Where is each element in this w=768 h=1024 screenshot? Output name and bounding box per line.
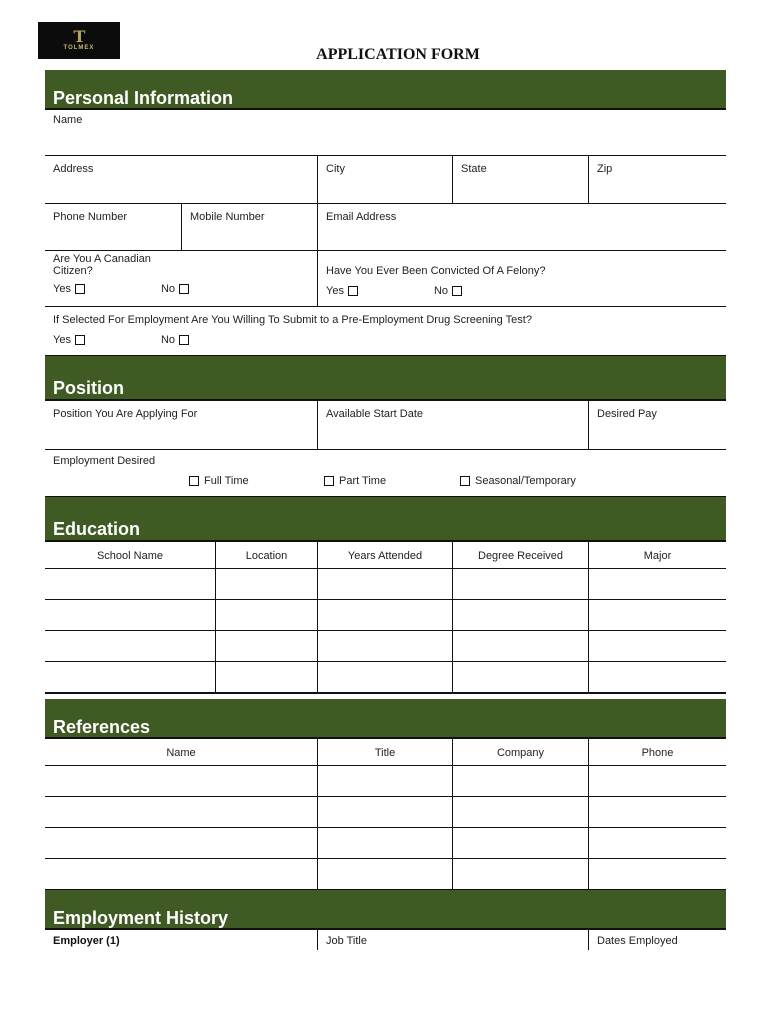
logo-mark: T [73, 27, 85, 46]
table-row [45, 569, 726, 600]
table-row [45, 766, 726, 797]
felony-yes-label: Yes [326, 285, 344, 297]
zip-field[interactable] [588, 156, 726, 203]
drug-test-row [45, 307, 726, 355]
address-field[interactable] [45, 156, 317, 203]
table-cell[interactable] [452, 828, 588, 858]
table-cell[interactable] [452, 797, 588, 827]
table-cell[interactable] [45, 828, 317, 858]
position-row [45, 401, 726, 450]
felony-no-checkbox[interactable] [452, 286, 462, 296]
table-cell[interactable] [215, 631, 317, 661]
table-cell[interactable] [588, 797, 726, 827]
drug-yes-checkbox[interactable] [75, 335, 85, 345]
table-cell[interactable] [45, 600, 215, 630]
table-cell[interactable] [45, 797, 317, 827]
table-cell[interactable] [45, 859, 317, 889]
option-full-time[interactable] [189, 475, 249, 487]
city-field[interactable] [317, 156, 452, 203]
address-label: Address [53, 163, 94, 175]
table-cell[interactable] [45, 569, 215, 599]
table-cell[interactable] [452, 569, 588, 599]
seasonal-label: Seasonal/Temporary [475, 475, 576, 487]
table-cell[interactable] [317, 600, 452, 630]
part-time-checkbox[interactable] [324, 476, 334, 486]
employer-label: Employer (1) [53, 935, 120, 947]
table-cell[interactable] [317, 766, 452, 796]
employment-desired-row [45, 450, 726, 496]
state-label: State [461, 163, 487, 175]
option-part-time[interactable] [324, 475, 386, 487]
drug-test-label: If Selected For Employment Are You Willing To Submit to a Pre-Employment Drug Screening Test? [53, 314, 532, 326]
table-row [45, 631, 726, 662]
references-col-title: Title [317, 739, 452, 765]
email-label: Email Address [326, 211, 397, 223]
education-col-location: Location [215, 542, 317, 568]
references-col-company: Company [452, 739, 588, 765]
phone-field[interactable] [45, 204, 181, 250]
section-heading-employment: Employment History [45, 890, 726, 930]
address-row [45, 156, 726, 204]
page-title: APPLICATION FORM [316, 46, 480, 63]
table-row [45, 600, 726, 631]
zip-label: Zip [597, 163, 613, 175]
job-title-field[interactable] [317, 930, 588, 950]
felony-no-label: No [433, 285, 449, 297]
table-cell[interactable] [588, 662, 726, 692]
table-cell[interactable] [452, 631, 588, 661]
drug-yes-label: Yes [53, 334, 71, 346]
citizen-question-label: Are You A Canadian Citizen? [53, 253, 151, 277]
table-cell[interactable] [317, 569, 452, 599]
applying-for-field[interactable] [45, 401, 317, 449]
felony-question-label: Have You Ever Been Convicted Of A Felony? [326, 265, 546, 277]
table-cell[interactable] [452, 766, 588, 796]
table-row [45, 662, 726, 694]
references-col-name: Name [166, 747, 196, 759]
table-row [45, 797, 726, 828]
education-col-school: School Name [96, 550, 164, 562]
felony-question [317, 251, 726, 306]
questions-row [45, 251, 726, 307]
dates-employed-field[interactable] [588, 930, 726, 950]
phone-label: Phone Number [53, 211, 127, 223]
email-field[interactable] [317, 204, 726, 250]
section-heading-position: Position [45, 355, 726, 401]
employment-desired-label: Employment Desired [53, 455, 156, 467]
citizen-no-checkbox[interactable] [179, 284, 189, 294]
part-time-label: Part Time [339, 475, 387, 487]
table-cell[interactable] [215, 600, 317, 630]
education-col-degree: Degree Received [452, 542, 588, 568]
felony-options [326, 285, 718, 297]
table-cell[interactable] [588, 569, 726, 599]
table-cell[interactable] [317, 828, 452, 858]
table-cell[interactable] [588, 828, 726, 858]
desired-pay-label: Desired Pay [597, 408, 657, 420]
state-field[interactable] [452, 156, 588, 203]
table-cell[interactable] [588, 766, 726, 796]
option-seasonal[interactable] [460, 475, 576, 487]
job-title-label: Job Title [326, 935, 367, 947]
mobile-field[interactable] [181, 204, 317, 250]
full-time-label: Full Time [204, 475, 249, 487]
drug-no-checkbox[interactable] [179, 335, 189, 345]
citizen-no-label: No [160, 283, 176, 295]
name-label: Name [53, 114, 83, 126]
table-cell[interactable] [45, 631, 215, 661]
table-cell[interactable] [215, 569, 317, 599]
table-cell[interactable] [588, 600, 726, 630]
full-time-checkbox[interactable] [189, 476, 199, 486]
references-col-phone: Phone [588, 739, 726, 765]
table-row [45, 828, 726, 859]
table-row [45, 859, 726, 890]
application-form [45, 70, 726, 950]
table-cell[interactable] [317, 797, 452, 827]
desired-pay-field[interactable] [588, 401, 726, 449]
logo-name: TOLMEX [63, 45, 95, 51]
employment-row [45, 930, 726, 950]
citizen-yes-label: Yes [53, 283, 71, 295]
table-cell[interactable] [452, 859, 588, 889]
table-cell[interactable] [452, 662, 588, 692]
education-col-major: Major [588, 542, 726, 568]
section-heading-references: References [45, 699, 726, 739]
table-cell[interactable] [45, 662, 215, 692]
table-cell[interactable] [317, 631, 452, 661]
education-col-years: Years Attended [317, 542, 452, 568]
table-cell[interactable] [317, 859, 452, 889]
name-row [45, 110, 726, 156]
employer-field[interactable] [45, 930, 317, 950]
seasonal-checkbox[interactable] [460, 476, 470, 486]
drug-test-options [53, 334, 718, 346]
section-heading-personal: Personal Information [45, 70, 726, 110]
education-header-row [45, 542, 726, 569]
citizen-yes-checkbox[interactable] [75, 284, 85, 294]
drug-no-label: No [160, 334, 176, 346]
felony-yes-checkbox[interactable] [348, 286, 358, 296]
dates-employed-label: Dates Employed [597, 935, 678, 947]
mobile-label: Mobile Number [190, 211, 265, 223]
citizen-question [45, 251, 317, 306]
section-heading-education: Education [45, 496, 726, 542]
table-cell[interactable] [45, 766, 317, 796]
drug-test-question [45, 307, 726, 346]
table-cell[interactable] [452, 600, 588, 630]
start-date-label: Available Start Date [326, 408, 424, 420]
table-cell[interactable] [317, 662, 452, 692]
references-header-row [45, 739, 726, 766]
table-cell[interactable] [588, 631, 726, 661]
start-date-field[interactable] [317, 401, 588, 449]
contact-row [45, 204, 726, 251]
applying-for-label: Position You Are Applying For [53, 408, 198, 420]
name-field[interactable] [45, 110, 726, 155]
citizen-options [53, 283, 309, 295]
table-cell[interactable] [215, 662, 317, 692]
table-cell[interactable] [588, 859, 726, 889]
city-label: City [326, 163, 345, 175]
